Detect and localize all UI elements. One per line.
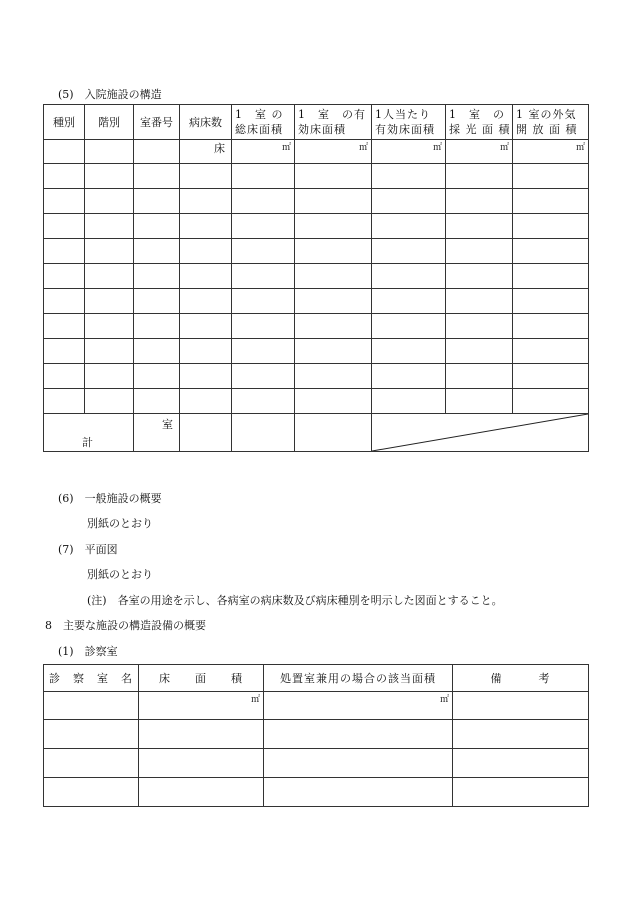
table-cell: [232, 239, 295, 264]
table-cell: [264, 778, 453, 807]
section-7-body: 別紙のとおり: [87, 568, 153, 581]
section-8-title: 8 主要な施設の構造設備の概要: [45, 619, 206, 632]
table-cell: [513, 389, 589, 414]
table-cell: [372, 164, 446, 189]
table-cell: [232, 314, 295, 339]
table-cell: [232, 364, 295, 389]
header-room-number: 室番号: [134, 105, 180, 140]
header-bed-count: 病床数: [180, 105, 232, 140]
diagonal-strike: [372, 414, 588, 451]
table-cell: [232, 339, 295, 364]
table-cell: [180, 364, 232, 389]
table-cell: [453, 720, 589, 749]
table-cell: [372, 389, 446, 414]
table-cell: [372, 364, 446, 389]
table-row: [44, 264, 589, 289]
area-unit: ㎡: [295, 140, 372, 164]
table-cell: [372, 339, 446, 364]
header-remarks: 備 考: [453, 665, 589, 692]
header-effective-floor-area: 1 室 の有 効床面積: [295, 105, 372, 140]
table-cell: [44, 289, 85, 314]
table-cell: [295, 364, 372, 389]
table-cell: [372, 239, 446, 264]
table-cell: [453, 778, 589, 807]
table-cell: [180, 164, 232, 189]
table-cell: [446, 389, 513, 414]
table-cell: [232, 214, 295, 239]
section-8-sub1-title: (1) 診察室: [58, 645, 118, 658]
table-cell: [134, 314, 180, 339]
table-cell: [85, 189, 134, 214]
table-cell: [372, 214, 446, 239]
header-type: 種別: [44, 105, 85, 140]
table-cell: [232, 414, 295, 452]
table-cell: [180, 239, 232, 264]
total-rooms-cell: [134, 414, 180, 452]
room-unit: 室: [162, 418, 173, 431]
bed-unit: 床: [180, 140, 232, 164]
table-cell: [513, 289, 589, 314]
table-cell: [85, 364, 134, 389]
table-cell: [85, 164, 134, 189]
table-cell: [180, 389, 232, 414]
table-cell: [44, 692, 139, 720]
table-cell: [295, 314, 372, 339]
table-row: [44, 339, 589, 364]
table-cell: [232, 189, 295, 214]
table-cell: [513, 364, 589, 389]
table-cell: [180, 214, 232, 239]
table-cell: [44, 749, 139, 778]
table-cell: [44, 314, 85, 339]
table-cell: [44, 140, 85, 164]
table-cell: [139, 749, 264, 778]
table-row: [44, 778, 589, 807]
table-cell: [134, 214, 180, 239]
header-floor-area: 床 面 積: [139, 665, 264, 692]
table-cell: [134, 289, 180, 314]
table-row: [44, 214, 589, 239]
section-6-body: 別紙のとおり: [87, 517, 153, 530]
table-cell: [180, 339, 232, 364]
table-cell: [513, 239, 589, 264]
table-row: [44, 189, 589, 214]
header-area-per-person: 1人当たり 有効床面積: [372, 105, 446, 140]
header-exam-room-name: 診 察 室 名: [44, 665, 139, 692]
table-header-row: [44, 105, 589, 140]
table-cell: [85, 140, 134, 164]
table-cell: [134, 389, 180, 414]
section-6-title: (6) 一般施設の概要: [58, 492, 162, 505]
table-cell: [44, 264, 85, 289]
table-cell: [44, 364, 85, 389]
table-cell: [295, 164, 372, 189]
table-cell: [85, 314, 134, 339]
table-cell: [232, 389, 295, 414]
table-cell: [295, 414, 372, 452]
area-unit: ㎡: [372, 140, 446, 164]
table-cell: [446, 339, 513, 364]
table-cell: [134, 189, 180, 214]
table-row: [44, 140, 589, 164]
crossed-out-cell: [372, 414, 589, 452]
table-cell: [139, 720, 264, 749]
table-cell: [180, 264, 232, 289]
table-cell: [85, 239, 134, 264]
table-row: [44, 749, 589, 778]
header-floor: 階別: [85, 105, 134, 140]
header-open-air-area: 1 室の外気 開 放 面 積: [513, 105, 589, 140]
table-cell: [134, 339, 180, 364]
table-cell: [134, 239, 180, 264]
table-cell: [513, 164, 589, 189]
table-row: [44, 289, 589, 314]
table-row: [44, 692, 589, 720]
header-treatment-area: 処置室兼用の場合の該当面積: [264, 665, 453, 692]
table-cell: [44, 239, 85, 264]
table-cell: [295, 289, 372, 314]
inpatient-facility-table: [43, 104, 589, 452]
table-cell: [295, 189, 372, 214]
table-cell: [372, 264, 446, 289]
table-cell: [453, 692, 589, 720]
total-label: 計: [82, 436, 93, 449]
table-cell: [44, 164, 85, 189]
table-cell: [446, 289, 513, 314]
table-cell: [295, 339, 372, 364]
header-total-floor-area: 1 室 の 総床面積: [232, 105, 295, 140]
table-cell: [232, 164, 295, 189]
table-cell: [44, 214, 85, 239]
table-cell: [85, 264, 134, 289]
table-cell: [446, 364, 513, 389]
table-cell: [134, 364, 180, 389]
table-cell: [295, 389, 372, 414]
table-cell: [453, 749, 589, 778]
table-cell: [232, 264, 295, 289]
table-cell: [44, 778, 139, 807]
total-row: [44, 414, 589, 452]
section-7-title: (7) 平面図: [58, 543, 118, 556]
table-cell: [134, 164, 180, 189]
table-cell: [446, 314, 513, 339]
table-cell: [295, 239, 372, 264]
area-unit: ㎡: [232, 140, 295, 164]
table-cell: [513, 264, 589, 289]
table-cell: [85, 339, 134, 364]
table-row: [44, 720, 589, 749]
section-5-title: (5) 入院施設の構造: [58, 88, 162, 101]
table-row: [44, 239, 589, 264]
table-row: [44, 314, 589, 339]
table-row: [44, 389, 589, 414]
table-cell: [446, 164, 513, 189]
table-cell: [44, 720, 139, 749]
table-cell: [372, 289, 446, 314]
table-cell: [139, 778, 264, 807]
table-cell: [372, 189, 446, 214]
table-cell: [180, 414, 232, 452]
table-cell: [446, 239, 513, 264]
table-cell: [446, 264, 513, 289]
table-cell: [180, 189, 232, 214]
table-cell: [44, 189, 85, 214]
area-unit: ㎡: [513, 140, 589, 164]
table-row: [44, 164, 589, 189]
table-cell: [295, 264, 372, 289]
table-cell: [513, 339, 589, 364]
table-cell: [180, 289, 232, 314]
table-cell: [264, 749, 453, 778]
table-cell: [372, 314, 446, 339]
table-cell: [513, 214, 589, 239]
table-row: [44, 364, 589, 389]
table-cell: [446, 214, 513, 239]
table-cell: [85, 214, 134, 239]
header-daylight-area: 1 室 の 採 光 面 積: [446, 105, 513, 140]
table-cell: [134, 140, 180, 164]
table-cell: [180, 314, 232, 339]
area-unit: ㎡: [446, 140, 513, 164]
table-cell: [513, 189, 589, 214]
table-cell: [85, 289, 134, 314]
table-header-row: [44, 665, 589, 692]
exam-room-table: [43, 664, 589, 807]
table-cell: [232, 289, 295, 314]
table-cell: [44, 389, 85, 414]
total-label-cell: [44, 414, 134, 452]
table-cell: [264, 720, 453, 749]
table-cell: [446, 189, 513, 214]
area-unit: ㎡: [139, 692, 264, 720]
section-7-note: (注) 各室の用途を示し、各病室の病床数及び病床種別を明示した図面とすること。: [87, 594, 503, 607]
table-cell: [85, 389, 134, 414]
area-unit: ㎡: [264, 692, 453, 720]
table-cell: [513, 314, 589, 339]
table-cell: [44, 339, 85, 364]
table-cell: [295, 214, 372, 239]
table-cell: [134, 264, 180, 289]
